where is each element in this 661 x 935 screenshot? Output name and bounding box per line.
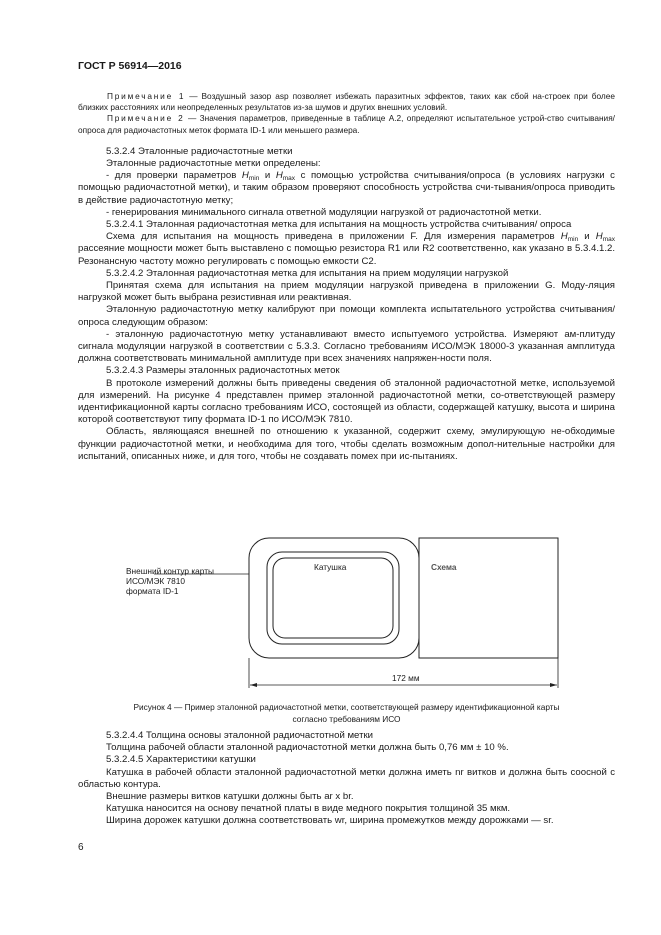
section-heading: 5.3.2.4.4 Толщина основы эталонной радиочастотной метки: [106, 730, 374, 741]
note-2-label: Примечание 2: [107, 113, 185, 124]
paragraph: [78, 170, 615, 207]
paragraph: Катушка в рабочей области эталонной радиочастотной метки должна иметь nr витков и должна быть соосной с областью контура.: [78, 766, 615, 790]
document-header: ГОСТ Р 56914—2016: [78, 60, 182, 72]
note-2: [78, 113, 615, 135]
arrow-right: [550, 683, 557, 687]
subscript: min: [248, 175, 260, 183]
outline-label-line-2: ИСО/МЭК 7810: [126, 576, 186, 586]
figure-4: [78, 528, 615, 698]
circuit-area: [419, 538, 558, 658]
paragraph: - эталонную радиочастотную метку устанавливают вместо испытуемого устройства. Измеряют ам-плитуду сигнала модуляции нагрузкой в соответствии с 5.3.3. Согласно требованиям ИСО/МЭК 18000-3 указанная амплитуда должна соответствовать минимальной амплитуде при всех значениях напряжен-ности поля.: [78, 328, 615, 365]
page-number: 6: [78, 842, 84, 853]
note-1: [78, 91, 615, 113]
paragraph: Ширина дорожек катушки должна соответствовать wr, ширина промежутков между дорожками — sr.: [106, 815, 554, 827]
paragraph: Принятая схема для испытания на прием модуляции нагрузкой приведена в приложении G. Моду-ляция нагрузкой может быть выбрана резистивная или реактивная.: [78, 280, 615, 304]
subscript: max: [602, 236, 615, 244]
dimension-label: 172 мм: [392, 673, 420, 683]
symbol: H: [241, 170, 249, 182]
paragraph: Толщина рабочей области эталонной радиочастотной метки должна быть 0,76 мм ± 10 %.: [106, 742, 509, 754]
note-1-text: — Воздушный зазор asp позволяет избежать паразитных эффектов, таких как сбой на-строек при более близких расстояниях или неопределенных результатов из-за шумов и других внешних условий.: [78, 91, 615, 113]
note-1-label: Примечание 1: [107, 91, 186, 101]
section-heading: 5.3.2.4.2 Эталонная радиочастотная метка для испытания на прием модуляции нагрузкой: [106, 267, 509, 279]
document-body: [78, 91, 615, 463]
section-heading: 5.3.2.4.3 Размеры эталонных радиочастотных меток: [106, 365, 340, 377]
paragraph: - генерирования минимального сигнала ответной модуляции нагрузкой от радиочастотной метки.: [106, 206, 542, 218]
paragraph: В протоколе измерений должны быть приведены сведения об эталонной радиочастотной метке, используемой для измерений. На рисунке 4 представлен пример эталонной радиочастотной метки, со-ответствующей размеру идентификационной карты согласно требованиям ИСО, состоящей из области, содержащей катушку, высота и ширина которой соответствуют типу формата ID-1 по ИСО/МЭК 7810.: [78, 377, 615, 426]
figure-caption: [78, 702, 615, 725]
figure-caption-line-2: согласно требованиям ИСО: [292, 713, 401, 724]
paragraph: Область, являющаяся внешней по отношению к указанной, содержит схему, эмулирующую не-обходимые функции радиочастотной метки, и необходима для того, чтобы сделать возможным допол-нительные настройки для испытаний, описанных ниже, и для того, чтобы не создавать помех при ис-пытаниях.: [78, 426, 615, 462]
arrow-left: [250, 683, 257, 687]
subscript: min: [567, 236, 579, 244]
paragraph: Катушка наносится на основу печатной платы в виде медного покрытия толщиной 35 мкм.: [106, 803, 511, 815]
symbol: H: [595, 231, 603, 243]
coil-label: Катушка: [314, 562, 347, 572]
circuit-label: Схема: [431, 562, 457, 572]
text-run: и: [259, 170, 276, 182]
text-run: Схема для испытания на мощность приведена в приложении F. Для измерения параметров: [106, 231, 561, 243]
symbol: H: [560, 231, 568, 243]
section-heading: 5.3.2.4.1 Эталонная радиочастотная метка для испытания на мощность устройства считывания/ опроса: [106, 219, 572, 231]
paragraph: Эталонную радиочастотную метку калибруют при помощи комплекта испытательного устройства считывания/опроса следующим образом:: [78, 304, 615, 328]
paragraph: Внешние размеры витков катушки должны быть ar x br.: [106, 791, 354, 803]
text-run: и: [578, 231, 596, 243]
text-run: - для проверки параметров: [106, 170, 242, 182]
outline-label-line-1: Внешний контур карты: [126, 566, 214, 576]
document-body-continued: [78, 730, 615, 828]
figure-caption-line-1: Рисунок 4 — Пример эталонной радиочастотной метки, соответствующей размеру идентификационной карты: [133, 702, 560, 712]
figure-4-drawing: [78, 528, 615, 698]
paragraph: [78, 231, 615, 268]
section-heading: 5.3.2.4 Эталонные радиочастотные метки: [106, 145, 293, 157]
paragraph: Эталонные радиочастотные метки определены:: [106, 158, 321, 170]
symbol: H: [275, 170, 283, 182]
section-heading: 5.3.2.4.5 Характеристики катушки: [106, 754, 256, 766]
outline-label-line-3: формата ID-1: [126, 586, 179, 596]
text-run: с помощью устройства считывания/опроса (в условиях нагрузки с помощью радиочастотной метки), и таким образом проверяют способность устройства счи-тывания/опроса приводить в действие радиочастотную метку;: [78, 170, 615, 206]
subscript: max: [282, 175, 296, 183]
note-2-text: — Значения параметров, приведенные в таблице А.2, определяют испытательное устрой-ство считывания/опроса для радиочастотных меток формата ID-1 или меньшего размера.: [78, 113, 615, 135]
text-run: рассеяние мощности может быть выставлено с помощью резистора R1 или R2 соответственно, как указано в 5.3.4.1.2. Резонансную частоту можно регулировать с помощью емкости С2.: [78, 243, 615, 267]
